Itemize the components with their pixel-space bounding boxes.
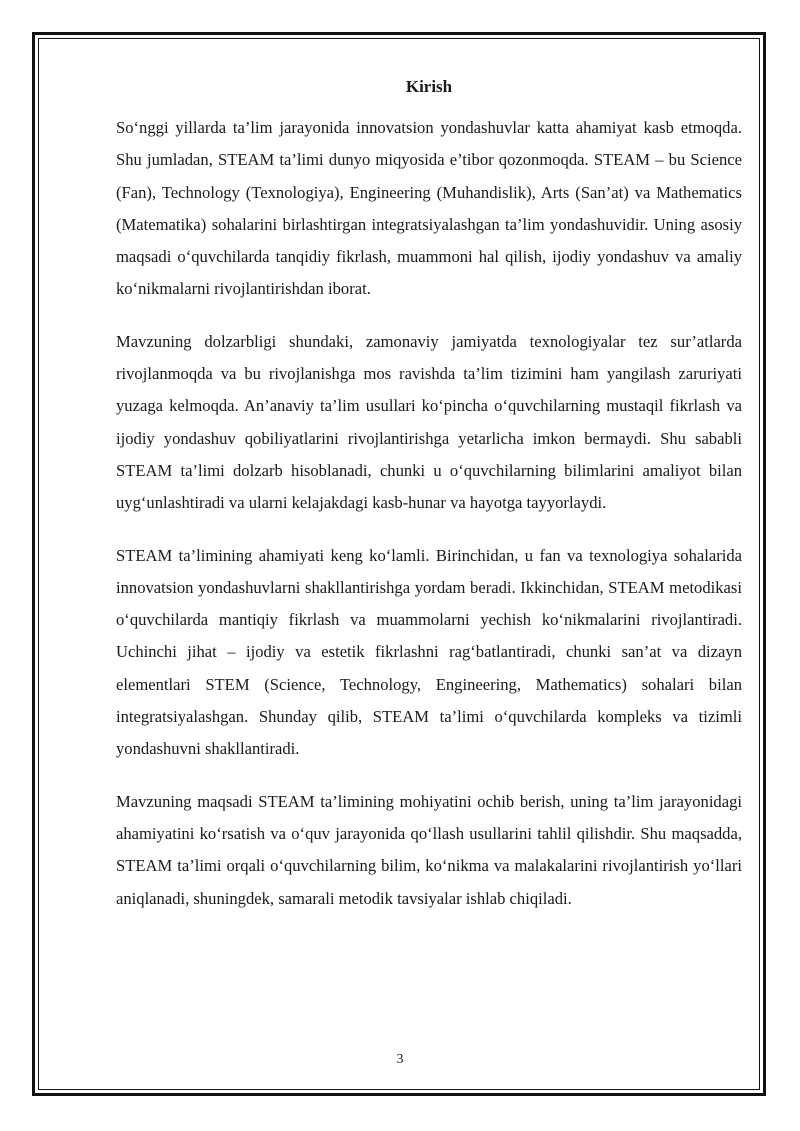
paragraph-relevance: Mavzuning dolzarbligi shundaki, zamonaviy jamiyatda texnologiyalar tez sur’atlarda rivojlanmoqda va bu rivojlanishga mos ravishda ta’lim tizimini ham yangilash zaruriyati yuzaga kelmoqda. An’anaviy ta’lim usullari ko‘pincha o‘quvchilarning mustaqil fikrlash va ijodiy yondashuv qobiliyatlarini rivojlantirishga yetarlicha imkon bermaydi. Shu sababli STEAM ta’limi dolzarb hisoblanadi, chunki u o‘quvchilarning bilimlarini amaliyot bilan uyg‘unlashtiradi va ularni kelajakdagi kasb-hunar va hayotga tayyorlaydi. [116,331,742,513]
paragraph-introduction: So‘nggi yillarda ta’lim jarayonida innovatsion yondashuvlar katta ahamiyat kasb etmoqda. Shu jumladan, STEAM ta’limi dunyo miqyosida e’tibor qozonmoqda. STEAM – bu Science (Fan), Technology (Texnologiya), Engineering (Muhandislik), Arts (San’at) va Mathematics (Matematika) sohalarini birlashtirgan integratsiyalashgan ta’lim yondashuvidir. Uning asosiy maqsadi o‘quvchilarda tanqidiy fikrlash, muammoni hal qilish, ijodiy yondashuv va amaliy ko‘nikmalarni rivojlantirishdan iborat. [116,118,742,299]
paragraph-importance: STEAM ta’limining ahamiyati keng ko‘lamli. Birinchidan, u fan va texnologiya sohalarida innovatsion yondashuvlarni shakllantirishga yordam beradi. Ikkinchidan, STEAM metodikasi o‘quvchilarda mantiqiy fikrlash va muammolarni yechish ko‘nikmalarini rivojlantiradi. Uchinchi jihat – ijodiy va estetik fikrlashni rag‘batlantiradi, chunki san’at va dizayn elementlari STEM (Science, Technology, Engineering, Mathematics) sohalari bilan integratsiyalashgan. Shunday qilib, STEAM ta’limi o‘quvchilarda kompleks va tizimli yondashuvni shakllantiradi. [116,545,742,759]
page-number: 3 [396,1052,404,1067]
paragraph-goal: Mavzuning maqsadi STEAM ta’limining mohiyatini ochib berish, uning ta’lim jarayonidagi ahamiyatini ko‘rsatish va o‘quv jarayonida qo‘llash usullarini tahlil qilishdir. Shu maqsadda, STEAM ta’limi orqali o‘quvchilarning bilim, ko‘nikma va malakalarini rivojlantirish yo‘llari aniqlanadi, shuningdek, samarali metodik tavsiyalar ishlab chiqiladi. [116,791,742,908]
section-title: Kirish [405,77,453,96]
document-body [116,74,742,935]
